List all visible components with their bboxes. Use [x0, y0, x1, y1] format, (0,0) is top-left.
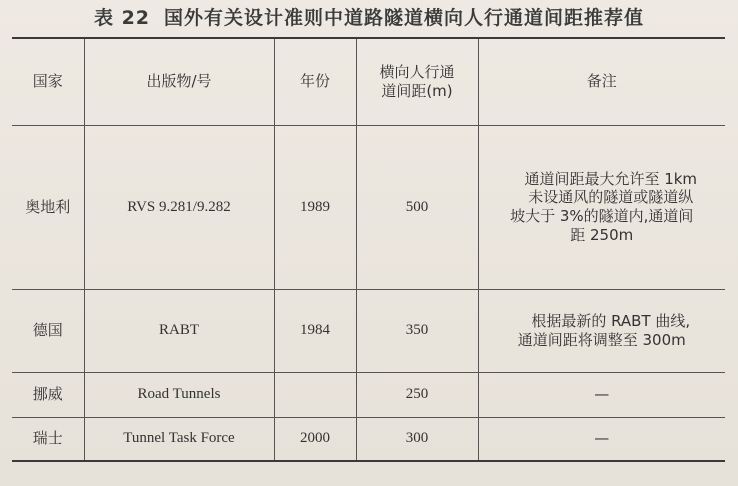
note-line: 坡大于 3%的隧道内,通道间: [510, 207, 694, 225]
note-line: 根据最新的 RABT 曲线,: [531, 311, 691, 330]
cell-spacing: 500: [356, 125, 478, 289]
table-caption: [0, 3, 738, 30]
header-country: 国家: [12, 38, 84, 125]
table-row: [12, 289, 725, 372]
cell-spacing: 250: [356, 372, 478, 417]
cell-publication: Tunnel Task Force: [84, 417, 274, 461]
header-publication: 出版物/号: [84, 38, 274, 125]
cell-publication: RVS 9.281/9.282: [84, 125, 274, 289]
cell-country: 挪威: [12, 372, 84, 417]
cell-publication: Road Tunnels: [84, 372, 274, 417]
header-year: 年份: [274, 38, 356, 125]
note-line: 未设通风的隧道或隧道纵: [528, 188, 694, 207]
note-line: 通道间距最大允许至 1km: [524, 169, 698, 188]
cell-publication: RABT: [84, 289, 274, 372]
table-number: 表 22: [93, 7, 151, 29]
cell-year: 2000: [274, 417, 356, 461]
header-spacing-line1: 横向人行通: [379, 63, 455, 81]
table-row: [12, 372, 725, 417]
cell-notes: [478, 125, 725, 289]
cell-notes: [478, 289, 725, 372]
cell-spacing: 350: [356, 289, 478, 372]
cell-country: 德国: [12, 289, 84, 372]
cell-country: 奥地利: [12, 125, 84, 289]
table-row: [12, 125, 725, 289]
cell-year: [274, 372, 356, 417]
cell-year: 1989: [274, 125, 356, 289]
cell-year: 1984: [274, 289, 356, 372]
header-spacing-line2: 道间距(m): [381, 81, 453, 100]
cell-notes: —: [478, 372, 725, 417]
cell-notes: —: [478, 417, 725, 461]
cell-country: 瑞士: [12, 417, 84, 461]
spacing-table: [12, 37, 725, 462]
header-spacing: [356, 38, 478, 125]
cell-spacing: 300: [356, 417, 478, 461]
note-line: 距 250m: [570, 225, 634, 244]
table-title: 国外有关设计准则中道路隧道横向人行通道间距推荐值: [164, 7, 645, 29]
table-row: [12, 417, 725, 461]
note-line: 通道间距将调整至 300m: [517, 330, 686, 349]
table-header-row: [12, 38, 725, 125]
header-notes: 备注: [478, 38, 725, 125]
